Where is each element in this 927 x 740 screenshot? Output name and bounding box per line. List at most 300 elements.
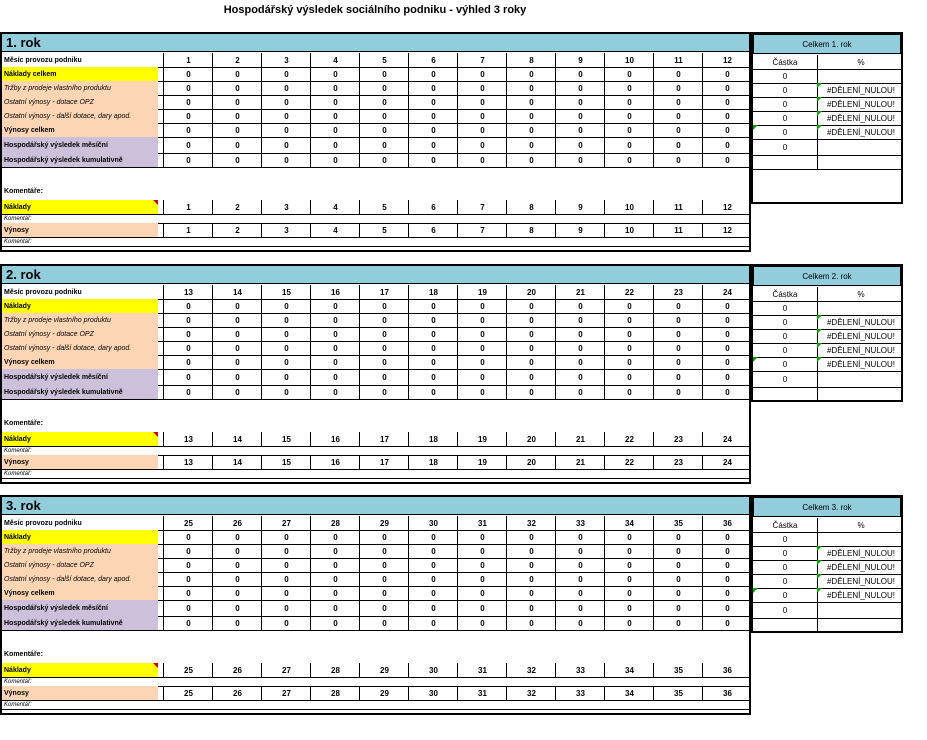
opz-row-cell[interactable]: 0: [310, 327, 360, 341]
trzby-row-cell[interactable]: 0: [555, 313, 605, 327]
naklady-row-cell[interactable]: 0: [212, 299, 262, 313]
summary-trzby-pct[interactable]: #DĚLENÍ_NULOU!: [817, 83, 905, 97]
hv-kumul-row-cell[interactable]: 0: [555, 616, 605, 630]
naklady-row-cell[interactable]: 0: [506, 299, 556, 313]
hv-kumul-row-cell[interactable]: 0: [212, 153, 262, 167]
vynosy-celkem-row-cell[interactable]: 0: [506, 355, 556, 369]
trzby-row-cell[interactable]: 0: [359, 313, 409, 327]
month-row-cell[interactable]: 11: [653, 53, 703, 67]
month-row-cell[interactable]: 15: [261, 285, 311, 299]
vynosy-celkem-row-cell[interactable]: 0: [310, 123, 360, 137]
opz-row-cell[interactable]: 0: [604, 558, 654, 572]
hv-kumul-row-cell[interactable]: 0: [408, 616, 458, 630]
comment-naklady-row-cell[interactable]: 10: [604, 200, 654, 214]
hv-kumul-row-cell[interactable]: 0: [359, 385, 409, 399]
hv-mesicni-row-cell[interactable]: 0: [555, 369, 605, 385]
trzby-row-cell[interactable]: 0: [212, 81, 262, 95]
ostatni-row-cell[interactable]: 0: [604, 109, 654, 123]
comment-vynosy-row-cell[interactable]: 36: [702, 686, 752, 700]
opz-row-cell[interactable]: 0: [457, 558, 507, 572]
comment-vynosy-row-cell[interactable]: 1: [163, 223, 213, 237]
vynosy-celkem-row-cell[interactable]: 0: [408, 123, 458, 137]
comment-naklady-row-cell[interactable]: 28: [310, 663, 360, 677]
naklady-row-cell[interactable]: 0: [261, 530, 311, 544]
month-row-cell[interactable]: 9: [555, 53, 605, 67]
hv-kumul-row-cell[interactable]: 0: [261, 616, 311, 630]
summary-vynosy-pct[interactable]: #DĚLENÍ_NULOU!: [817, 357, 905, 371]
trzby-row-cell[interactable]: 0: [653, 544, 703, 558]
comment-naklady-row-cell[interactable]: 32: [506, 663, 556, 677]
hv-mesicni-row-cell[interactable]: 0: [408, 600, 458, 616]
trzby-row-cell[interactable]: 0: [163, 544, 213, 558]
opz-row-cell[interactable]: 0: [653, 95, 703, 109]
month-row-cell[interactable]: 17: [359, 285, 409, 299]
ostatni-row-cell[interactable]: 0: [310, 572, 360, 586]
vynosy-celkem-row-cell[interactable]: 0: [653, 586, 703, 600]
trzby-row-cell[interactable]: 0: [604, 544, 654, 558]
vynosy-celkem-row-cell[interactable]: 0: [163, 123, 213, 137]
hv-kumul-row-cell[interactable]: 0: [310, 385, 360, 399]
month-row-cell[interactable]: 5: [359, 53, 409, 67]
trzby-row-cell[interactable]: 0: [506, 544, 556, 558]
opz-row-cell[interactable]: 0: [261, 95, 311, 109]
hv-kumul-row-cell[interactable]: 0: [310, 153, 360, 167]
comment-vynosy-row-cell[interactable]: 14: [212, 455, 262, 469]
ostatni-row-cell[interactable]: 0: [457, 572, 507, 586]
ostatni-row-cell[interactable]: 0: [163, 341, 213, 355]
hv-mesicni-row-cell[interactable]: 0: [261, 137, 311, 153]
summary-vynosy-castka[interactable]: 0: [753, 125, 818, 139]
summary-ostatni-pct[interactable]: #DĚLENÍ_NULOU!: [817, 111, 905, 125]
summary-ostatni-castka[interactable]: 0: [753, 343, 818, 357]
trzby-row-cell[interactable]: 0: [457, 544, 507, 558]
summary-naklady-pct[interactable]: [817, 301, 905, 315]
trzby-row-cell[interactable]: 0: [555, 544, 605, 558]
trzby-row-cell[interactable]: 0: [408, 544, 458, 558]
hv-mesicni-row-cell[interactable]: 0: [310, 600, 360, 616]
summary-hv-kumul-castka[interactable]: [753, 155, 818, 169]
comment-naklady-row-cell[interactable]: 26: [212, 663, 262, 677]
summary-ostatni-castka[interactable]: 0: [753, 111, 818, 125]
opz-row-cell[interactable]: 0: [604, 95, 654, 109]
opz-row-cell[interactable]: 0: [408, 558, 458, 572]
trzby-row-cell[interactable]: 0: [359, 544, 409, 558]
opz-row-cell[interactable]: 0: [555, 327, 605, 341]
naklady-row-cell[interactable]: 0: [261, 67, 311, 81]
trzby-row-cell[interactable]: 0: [212, 544, 262, 558]
ostatni-row-cell[interactable]: 0: [555, 341, 605, 355]
ostatni-row-cell[interactable]: 0: [702, 341, 752, 355]
summary-naklady-pct[interactable]: [817, 532, 905, 546]
vynosy-celkem-row-cell[interactable]: 0: [408, 586, 458, 600]
trzby-row-cell[interactable]: 0: [702, 81, 752, 95]
ostatni-row-cell[interactable]: 0: [604, 341, 654, 355]
comment-vynosy-row-cell[interactable]: 11: [653, 223, 703, 237]
vynosy-celkem-row-cell[interactable]: 0: [457, 123, 507, 137]
trzby-row-cell[interactable]: 0: [310, 313, 360, 327]
comment-vynosy-row-cell[interactable]: 15: [261, 455, 311, 469]
comment-naklady-row-cell[interactable]: 8: [506, 200, 556, 214]
ostatni-row-cell[interactable]: 0: [261, 109, 311, 123]
summary-vynosy-pct[interactable]: #DĚLENÍ_NULOU!: [817, 588, 905, 602]
naklady-row-cell[interactable]: 0: [653, 530, 703, 544]
ostatni-row-cell[interactable]: 0: [457, 109, 507, 123]
summary-trzby-castka[interactable]: 0: [753, 83, 818, 97]
hv-mesicni-row-cell[interactable]: 0: [702, 137, 752, 153]
vynosy-celkem-row-cell[interactable]: 0: [359, 586, 409, 600]
opz-row-cell[interactable]: 0: [261, 558, 311, 572]
hv-kumul-row-cell[interactable]: 0: [506, 385, 556, 399]
naklady-row-cell[interactable]: 0: [555, 67, 605, 81]
comment-naklady-row-cell[interactable]: 9: [555, 200, 605, 214]
comment-naklady-row-cell[interactable]: 35: [653, 663, 703, 677]
comment-vynosy-row-cell[interactable]: 24: [702, 455, 752, 469]
ostatni-row-cell[interactable]: 0: [506, 109, 556, 123]
comment-vynosy-row-cell[interactable]: 17: [359, 455, 409, 469]
vynosy-celkem-row-cell[interactable]: 0: [261, 123, 311, 137]
vynosy-celkem-row-cell[interactable]: 0: [261, 586, 311, 600]
summary-hv-kumul-castka[interactable]: [753, 387, 818, 401]
month-row-cell[interactable]: 36: [702, 516, 752, 530]
ostatni-row-cell[interactable]: 0: [653, 572, 703, 586]
opz-row-cell[interactable]: 0: [408, 327, 458, 341]
vynosy-celkem-row-cell[interactable]: 0: [163, 355, 213, 369]
hv-kumul-row-cell[interactable]: 0: [359, 153, 409, 167]
comment-vynosy-row-cell[interactable]: 31: [457, 686, 507, 700]
trzby-row-cell[interactable]: 0: [702, 313, 752, 327]
opz-row-cell[interactable]: 0: [604, 327, 654, 341]
opz-row-cell[interactable]: 0: [163, 95, 213, 109]
month-row-cell[interactable]: 28: [310, 516, 360, 530]
naklady-row-cell[interactable]: 0: [506, 67, 556, 81]
vynosy-celkem-row-cell[interactable]: 0: [359, 123, 409, 137]
month-row-cell[interactable]: 35: [653, 516, 703, 530]
summary-colhead-castka[interactable]: Částka: [753, 287, 818, 301]
hv-kumul-row-cell[interactable]: 0: [604, 385, 654, 399]
opz-row-cell[interactable]: 0: [261, 327, 311, 341]
vynosy-celkem-row-cell[interactable]: 0: [506, 123, 556, 137]
comment-vynosy-row-cell[interactable]: 25: [163, 686, 213, 700]
comment-vynosy-row-cell[interactable]: 20: [506, 455, 556, 469]
month-row-cell[interactable]: 29: [359, 516, 409, 530]
comment-naklady-row-cell[interactable]: 29: [359, 663, 409, 677]
hv-kumul-row-cell[interactable]: 0: [359, 616, 409, 630]
vynosy-celkem-row-cell[interactable]: 0: [310, 355, 360, 369]
opz-row-cell[interactable]: 0: [310, 558, 360, 572]
summary-hv-mesicni-castka[interactable]: 0: [753, 371, 818, 387]
month-row-cell[interactable]: 4: [310, 53, 360, 67]
summary-opz-castka[interactable]: 0: [753, 329, 818, 343]
naklady-row-cell[interactable]: 0: [604, 67, 654, 81]
month-row-cell[interactable]: 20: [506, 285, 556, 299]
summary-trzby-pct[interactable]: #DĚLENÍ_NULOU!: [817, 546, 905, 560]
summary-ostatni-pct[interactable]: #DĚLENÍ_NULOU!: [817, 343, 905, 357]
comment-vynosy-row-cell[interactable]: 9: [555, 223, 605, 237]
comment-naklady-row-cell[interactable]: 12: [702, 200, 752, 214]
hv-mesicni-row-cell[interactable]: 0: [506, 137, 556, 153]
hv-kumul-row-cell[interactable]: 0: [457, 385, 507, 399]
comment-vynosy-row-cell[interactable]: 7: [457, 223, 507, 237]
naklady-row-cell[interactable]: 0: [604, 530, 654, 544]
hv-mesicni-row-cell[interactable]: 0: [653, 369, 703, 385]
comment-vynosy-row-cell[interactable]: 19: [457, 455, 507, 469]
hv-kumul-row-cell[interactable]: 0: [506, 153, 556, 167]
vynosy-celkem-row-cell[interactable]: 0: [261, 355, 311, 369]
naklady-row-cell[interactable]: 0: [359, 67, 409, 81]
opz-row-cell[interactable]: 0: [457, 327, 507, 341]
vynosy-celkem-row-cell[interactable]: 0: [653, 123, 703, 137]
month-row-cell[interactable]: 8: [506, 53, 556, 67]
hv-kumul-row-cell[interactable]: 0: [555, 385, 605, 399]
vynosy-celkem-row-cell[interactable]: 0: [604, 123, 654, 137]
comment-naklady-row-cell[interactable]: 4: [310, 200, 360, 214]
opz-row-cell[interactable]: 0: [555, 558, 605, 572]
comment-vynosy-row-cell[interactable]: 32: [506, 686, 556, 700]
summary-hv-kumul-pct[interactable]: [817, 387, 905, 401]
hv-kumul-row-cell[interactable]: 0: [653, 385, 703, 399]
hv-mesicni-row-cell[interactable]: 0: [261, 600, 311, 616]
opz-row-cell[interactable]: 0: [163, 558, 213, 572]
trzby-row-cell[interactable]: 0: [408, 81, 458, 95]
comment-naklady-row-cell[interactable]: 14: [212, 432, 262, 446]
month-row-cell[interactable]: 1: [163, 53, 213, 67]
hv-mesicni-row-cell[interactable]: 0: [457, 137, 507, 153]
hv-mesicni-row-cell[interactable]: 0: [359, 137, 409, 153]
naklady-row-cell[interactable]: 0: [702, 299, 752, 313]
month-row-cell[interactable]: 26: [212, 516, 262, 530]
summary-hv-mesicni-castka[interactable]: 0: [753, 602, 818, 618]
comment-vynosy-row-cell[interactable]: 35: [653, 686, 703, 700]
hv-mesicni-row-cell[interactable]: 0: [359, 600, 409, 616]
comment-naklady-row-cell[interactable]: 31: [457, 663, 507, 677]
hv-kumul-row-cell[interactable]: 0: [702, 616, 752, 630]
hv-kumul-row-cell[interactable]: 0: [408, 385, 458, 399]
opz-row-cell[interactable]: 0: [212, 95, 262, 109]
ostatni-row-cell[interactable]: 0: [212, 572, 262, 586]
hv-mesicni-row-cell[interactable]: 0: [359, 369, 409, 385]
trzby-row-cell[interactable]: 0: [212, 313, 262, 327]
opz-row-cell[interactable]: 0: [506, 95, 556, 109]
ostatni-row-cell[interactable]: 0: [653, 341, 703, 355]
naklady-row-cell[interactable]: 0: [310, 530, 360, 544]
month-row-cell[interactable]: 14: [212, 285, 262, 299]
hv-mesicni-row-cell[interactable]: 0: [653, 600, 703, 616]
hv-kumul-row-cell[interactable]: 0: [702, 385, 752, 399]
naklady-row-cell[interactable]: 0: [457, 67, 507, 81]
vynosy-celkem-row-cell[interactable]: 0: [212, 123, 262, 137]
vynosy-celkem-row-cell[interactable]: 0: [359, 355, 409, 369]
ostatni-row-cell[interactable]: 0: [310, 341, 360, 355]
vynosy-celkem-row-cell[interactable]: 0: [163, 586, 213, 600]
vynosy-celkem-row-cell[interactable]: 0: [604, 586, 654, 600]
hv-mesicni-row-cell[interactable]: 0: [555, 137, 605, 153]
summary-colhead-castka[interactable]: Částka: [753, 55, 818, 69]
trzby-row-cell[interactable]: 0: [408, 313, 458, 327]
trzby-row-cell[interactable]: 0: [653, 313, 703, 327]
hv-kumul-row-cell[interactable]: 0: [163, 385, 213, 399]
hv-kumul-row-cell[interactable]: 0: [163, 616, 213, 630]
vynosy-celkem-row-cell[interactable]: 0: [555, 586, 605, 600]
summary-hv-mesicni-castka[interactable]: 0: [753, 139, 818, 155]
hv-mesicni-row-cell[interactable]: 0: [604, 369, 654, 385]
naklady-row-cell[interactable]: 0: [359, 299, 409, 313]
comment-naklady-row-cell[interactable]: 16: [310, 432, 360, 446]
hv-mesicni-row-cell[interactable]: 0: [163, 369, 213, 385]
hv-mesicni-row-cell[interactable]: 0: [506, 369, 556, 385]
vynosy-celkem-row-cell[interactable]: 0: [457, 586, 507, 600]
ostatni-row-cell[interactable]: 0: [359, 572, 409, 586]
opz-row-cell[interactable]: 0: [359, 558, 409, 572]
hv-mesicni-row-cell[interactable]: 0: [604, 600, 654, 616]
month-row-cell[interactable]: 33: [555, 516, 605, 530]
comment-vynosy-row-cell[interactable]: 2: [212, 223, 262, 237]
opz-row-cell[interactable]: 0: [506, 327, 556, 341]
ostatni-row-cell[interactable]: 0: [555, 109, 605, 123]
vynosy-celkem-row-cell[interactable]: 0: [702, 123, 752, 137]
comment-vynosy-row-cell[interactable]: 34: [604, 686, 654, 700]
hv-kumul-row-cell[interactable]: 0: [555, 153, 605, 167]
vynosy-celkem-row-cell[interactable]: 0: [702, 355, 752, 369]
comment-naklady-row-cell[interactable]: 33: [555, 663, 605, 677]
month-row-cell[interactable]: 19: [457, 285, 507, 299]
month-row-cell[interactable]: 31: [457, 516, 507, 530]
comment-naklady-row-cell[interactable]: 20: [506, 432, 556, 446]
month-row-cell[interactable]: 13: [163, 285, 213, 299]
trzby-row-cell[interactable]: 0: [261, 81, 311, 95]
vynosy-celkem-row-cell[interactable]: 0: [604, 355, 654, 369]
summary-hv-mesicni-pct[interactable]: [817, 139, 905, 155]
opz-row-cell[interactable]: 0: [702, 95, 752, 109]
ostatni-row-cell[interactable]: 0: [702, 572, 752, 586]
opz-row-cell[interactable]: 0: [359, 95, 409, 109]
comment-naklady-row-cell[interactable]: 7: [457, 200, 507, 214]
month-row-cell[interactable]: 27: [261, 516, 311, 530]
trzby-row-cell[interactable]: 0: [261, 313, 311, 327]
summary-naklady-pct[interactable]: [817, 69, 905, 83]
comment-naklady-row-cell[interactable]: 22: [604, 432, 654, 446]
hv-kumul-row-cell[interactable]: 0: [604, 616, 654, 630]
opz-row-cell[interactable]: 0: [359, 327, 409, 341]
comment-vynosy-row-cell[interactable]: 23: [653, 455, 703, 469]
naklady-row-cell[interactable]: 0: [555, 299, 605, 313]
ostatni-row-cell[interactable]: 0: [555, 572, 605, 586]
vynosy-celkem-row-cell[interactable]: 0: [555, 355, 605, 369]
opz-row-cell[interactable]: 0: [212, 558, 262, 572]
opz-row-cell[interactable]: 0: [555, 95, 605, 109]
month-row-cell[interactable]: 24: [702, 285, 752, 299]
ostatni-row-cell[interactable]: 0: [212, 109, 262, 123]
summary-naklady-castka[interactable]: 0: [753, 301, 818, 315]
ostatni-row-cell[interactable]: 0: [506, 572, 556, 586]
hv-mesicni-row-cell[interactable]: 0: [604, 137, 654, 153]
comment-vynosy-row-cell[interactable]: 22: [604, 455, 654, 469]
summary-colhead-pct[interactable]: %: [857, 57, 865, 67]
ostatni-row-cell[interactable]: 0: [408, 341, 458, 355]
trzby-row-cell[interactable]: 0: [359, 81, 409, 95]
hv-kumul-row-cell[interactable]: 0: [261, 385, 311, 399]
comment-naklady-row-cell[interactable]: 1: [163, 200, 213, 214]
hv-mesicni-row-cell[interactable]: 0: [310, 369, 360, 385]
ostatni-row-cell[interactable]: 0: [163, 572, 213, 586]
ostatni-row-cell[interactable]: 0: [261, 572, 311, 586]
summary-trzby-pct[interactable]: #DĚLENÍ_NULOU!: [817, 315, 905, 329]
comment-naklady-row-cell[interactable]: 24: [702, 432, 752, 446]
ostatni-row-cell[interactable]: 0: [506, 341, 556, 355]
comment-naklady-row-cell[interactable]: 5: [359, 200, 409, 214]
comment-vynosy-row-cell[interactable]: 3: [261, 223, 311, 237]
summary-hv-kumul-pct[interactable]: [817, 155, 905, 169]
comment-naklady-row-cell[interactable]: 11: [653, 200, 703, 214]
naklady-row-cell[interactable]: 0: [702, 67, 752, 81]
opz-row-cell[interactable]: 0: [653, 327, 703, 341]
comment-vynosy-row-cell[interactable]: 6: [408, 223, 458, 237]
month-row-cell[interactable]: 30: [408, 516, 458, 530]
ostatni-row-cell[interactable]: 0: [408, 572, 458, 586]
ostatni-row-cell[interactable]: 0: [408, 109, 458, 123]
vynosy-celkem-row-cell[interactable]: 0: [457, 355, 507, 369]
naklady-row-cell[interactable]: 0: [408, 67, 458, 81]
opz-row-cell[interactable]: 0: [506, 558, 556, 572]
naklady-row-cell[interactable]: 0: [604, 299, 654, 313]
month-row-cell[interactable]: 7: [457, 53, 507, 67]
summary-vynosy-castka[interactable]: 0: [753, 357, 818, 371]
vynosy-celkem-row-cell[interactable]: 0: [702, 586, 752, 600]
summary-naklady-castka[interactable]: 0: [753, 532, 818, 546]
comment-naklady-row-cell[interactable]: 21: [555, 432, 605, 446]
comment-vynosy-row-cell[interactable]: 10: [604, 223, 654, 237]
comment-vynosy-row-cell[interactable]: 8: [506, 223, 556, 237]
opz-row-cell[interactable]: 0: [702, 327, 752, 341]
trzby-row-cell[interactable]: 0: [506, 81, 556, 95]
naklady-row-cell[interactable]: 0: [261, 299, 311, 313]
hv-kumul-row-cell[interactable]: 0: [212, 385, 262, 399]
hv-mesicni-row-cell[interactable]: 0: [212, 600, 262, 616]
naklady-row-cell[interactable]: 0: [310, 299, 360, 313]
summary-opz-castka[interactable]: 0: [753, 97, 818, 111]
hv-mesicni-row-cell[interactable]: 0: [408, 369, 458, 385]
comment-vynosy-row-cell[interactable]: 21: [555, 455, 605, 469]
trzby-row-cell[interactable]: 0: [310, 544, 360, 558]
naklady-row-cell[interactable]: 0: [653, 67, 703, 81]
ostatni-row-cell[interactable]: 0: [359, 109, 409, 123]
comment-vynosy-row-cell[interactable]: 29: [359, 686, 409, 700]
comment-vynosy-row-cell[interactable]: 16: [310, 455, 360, 469]
trzby-row-cell[interactable]: 0: [555, 81, 605, 95]
ostatni-row-cell[interactable]: 0: [359, 341, 409, 355]
summary-opz-pct[interactable]: #DĚLENÍ_NULOU!: [817, 560, 905, 574]
naklady-row-cell[interactable]: 0: [408, 299, 458, 313]
comment-naklady-row-cell[interactable]: 15: [261, 432, 311, 446]
summary-trzby-castka[interactable]: 0: [753, 315, 818, 329]
vynosy-celkem-row-cell[interactable]: 0: [212, 586, 262, 600]
naklady-row-cell[interactable]: 0: [359, 530, 409, 544]
summary-colhead-pct[interactable]: %: [857, 289, 865, 299]
hv-mesicni-row-cell[interactable]: 0: [457, 600, 507, 616]
comment-naklady-row-cell[interactable]: 23: [653, 432, 703, 446]
comment-naklady-row-cell[interactable]: 3: [261, 200, 311, 214]
summary-vynosy-pct[interactable]: #DĚLENÍ_NULOU!: [817, 125, 905, 139]
trzby-row-cell[interactable]: 0: [653, 81, 703, 95]
naklady-row-cell[interactable]: 0: [310, 67, 360, 81]
summary-hv-kumul-pct[interactable]: [817, 618, 905, 632]
month-row-cell[interactable]: 32: [506, 516, 556, 530]
opz-row-cell[interactable]: 0: [653, 558, 703, 572]
ostatni-row-cell[interactable]: 0: [261, 341, 311, 355]
month-row-cell[interactable]: 10: [604, 53, 654, 67]
month-row-cell[interactable]: 16: [310, 285, 360, 299]
opz-row-cell[interactable]: 0: [212, 327, 262, 341]
vynosy-celkem-row-cell[interactable]: 0: [212, 355, 262, 369]
